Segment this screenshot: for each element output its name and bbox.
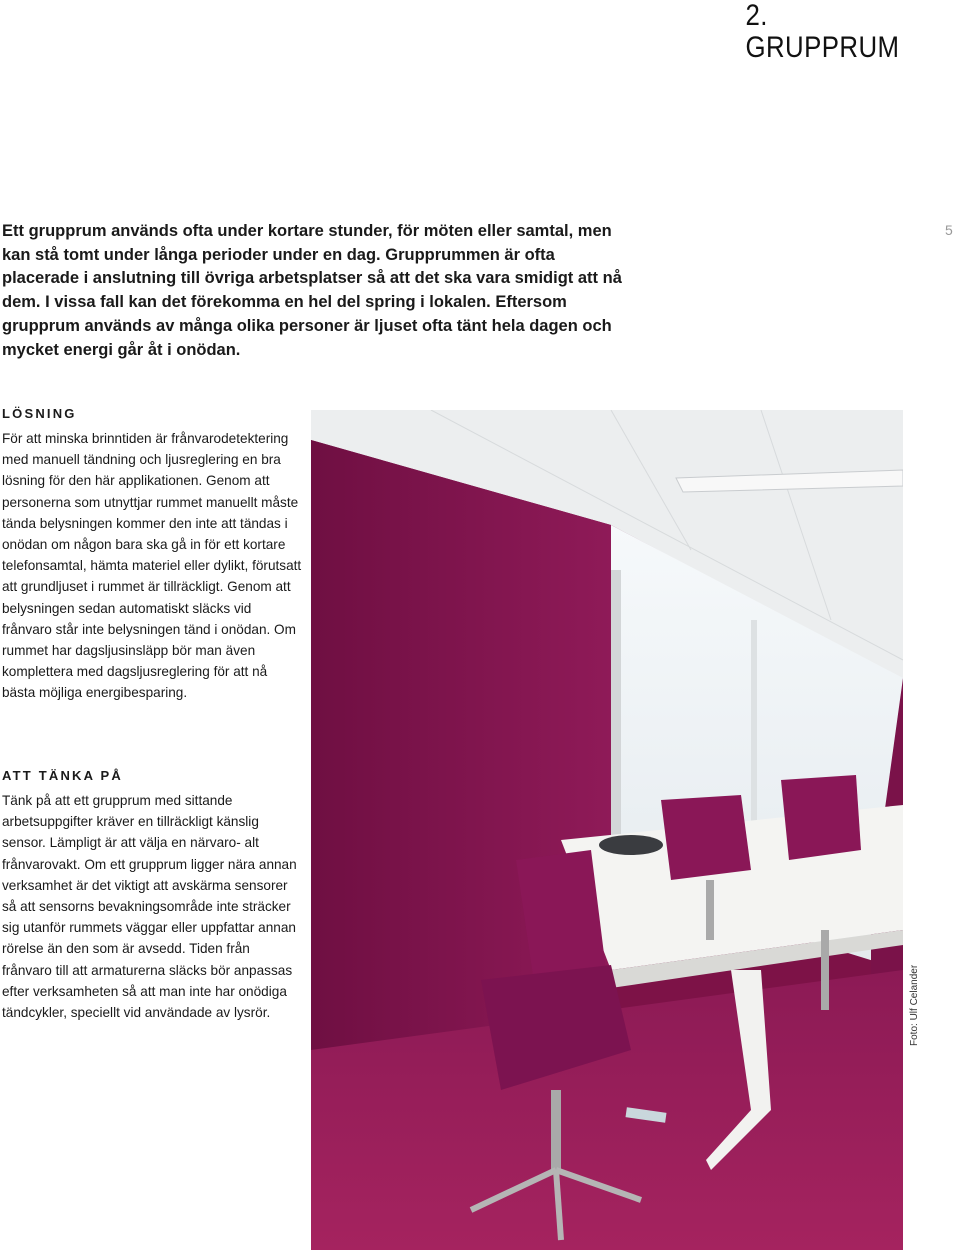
consider-heading: ATT TÄNKA PÅ: [2, 768, 123, 783]
solution-heading: LÖSNING: [2, 406, 77, 421]
meeting-room-illustration: [311, 410, 903, 1250]
page-number: 5: [945, 222, 953, 238]
solution-text: För att minska brinntiden är frånvarodetektering med manuell tändning och ljusreglering en bra lösning för den här applikationen. Genom att personerna som utnyttjar rummet manuellt måste tända belysningen kommer den inte att tändas i onödan om någon bara ska gå in för ett kortare telefonsamtal, hämta materiel eller dylikt, förutsatt att grundljuset i rummet är tillräckligt. Genom att belysningen sedan automatiskt släcks vid frånvaro står inte belysningen tänd i onödan. Om rummet har dagsljusinsläpp bör man även komplettera med dagsljusreglering för att nå bästa möjliga energibesparing.: [2, 431, 302, 701]
page-title: 2. GRUPPRUM: [745, 0, 900, 64]
intro-paragraph: Ett grupprum används ofta under kortare stunder, för möten eller samtal, men kan stå tomt under långa perioder under en dag. Grupprummen är ofta placerade i anslutning till övriga arbetsplatser så att det ska vara smidigt att nå dem. I vissa fall kan det förekomma en hel del spring i lokalen. Eftersom grupprum används av många olika personer är ljuset ofta tänt hela dagen och mycket energi går åt i onödan.: [2, 222, 622, 359]
consider-text: Tänk på att ett grupprum med sittande arbetsuppgifter kräver en tillräckligt känslig sensor. Lämpligt är att välja en närvaro- alt frånvarovakt. Om ett grupprum ligger nära annan verksamhet är det viktigt att avskärma sensorer så att sensorns bevakningsområde inte sträcker sig utanför rummets väggar eller uppfattar annan rörelse än den som är avsedd. Tiden från frånvaro till att armaturerna släcks bör anpassas efter verksamheten så att man inte har onödiga tändcykler, speciellt vid användade av lysrör.: [2, 793, 297, 1021]
meeting-room-photo: [311, 410, 903, 1250]
conference-phone: [599, 835, 663, 855]
header-block: [720, 0, 960, 64]
photo-credit: Foto: Ulf Celander: [909, 964, 920, 1046]
